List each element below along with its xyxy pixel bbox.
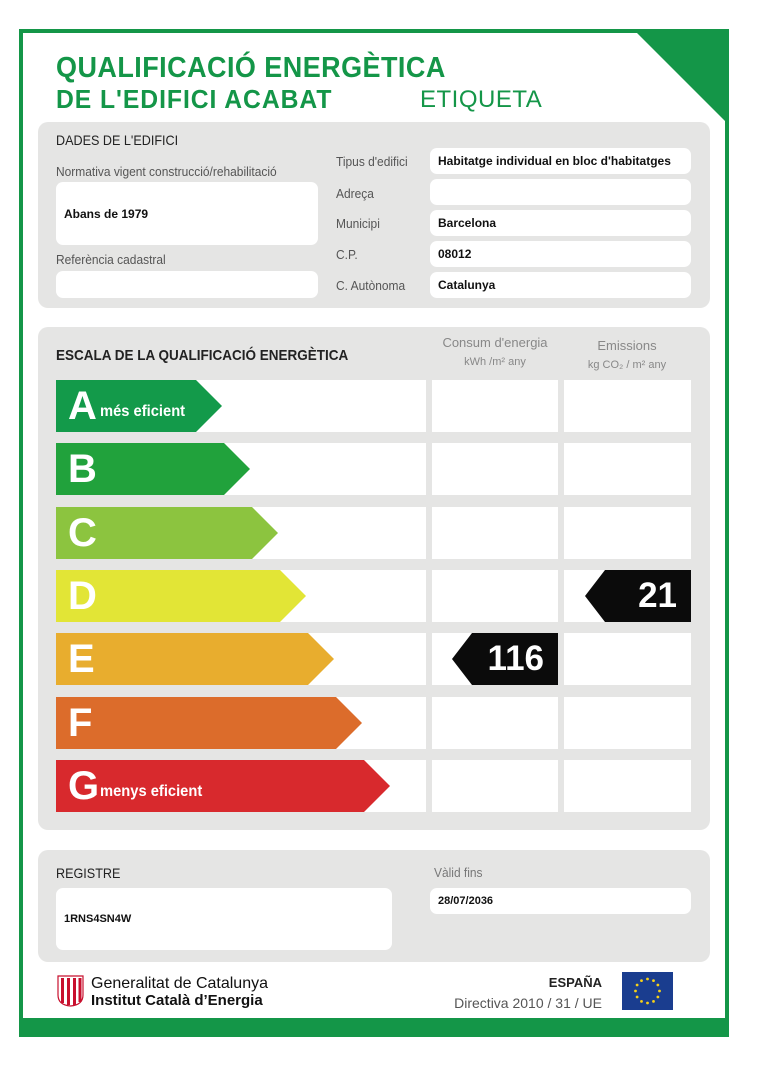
emissions-heading: Emissions bbox=[597, 338, 657, 353]
registry-label: REGISTRE bbox=[56, 865, 121, 881]
consum-cell-b bbox=[432, 443, 558, 495]
grade-arrow-d bbox=[56, 570, 306, 622]
municipi-field: Barcelona bbox=[430, 210, 691, 236]
grade-arrow-f bbox=[56, 697, 362, 749]
municipi-label: Municipi bbox=[336, 216, 380, 231]
consum-rating-tag-value: 116 bbox=[487, 639, 544, 678]
grade-arrow-shape-f bbox=[56, 697, 362, 749]
grade-letter-a: A bbox=[68, 384, 97, 428]
tipus-field: Habitatge individual en bloc d'habitatges bbox=[430, 148, 691, 174]
emissions-cell-g bbox=[564, 760, 691, 812]
emissions-units: kg CO₂ / m² any bbox=[587, 359, 667, 371]
valid-until-label: Vàlid fins bbox=[434, 865, 483, 880]
grade-letter-c: C bbox=[68, 511, 97, 555]
directive-label: Directiva 2010 / 31 / UE bbox=[454, 995, 602, 1011]
registry-field: 1RNS4SN4W bbox=[56, 888, 392, 950]
org-line1: Generalitat de Catalunya bbox=[91, 975, 268, 992]
adreca-label: Adreça bbox=[336, 186, 374, 201]
emissions-cell-c bbox=[564, 507, 691, 559]
consum-units: kWh /m² any bbox=[464, 356, 526, 368]
grade-arrow-c bbox=[56, 507, 278, 559]
tipus-label: Tipus d'edifici bbox=[336, 154, 408, 169]
eu-flag-icon bbox=[622, 972, 673, 1010]
valid-until-field: 28/07/2036 bbox=[430, 888, 691, 914]
grade-letter-f: F bbox=[68, 701, 93, 745]
grade-letter-g: G bbox=[68, 764, 100, 808]
building-data-heading: DADES DE L'EDIFICI bbox=[56, 132, 179, 148]
autonoma-field: Catalunya bbox=[430, 272, 691, 298]
consum-cell-g bbox=[432, 760, 558, 812]
normativa-label: Normativa vigent construcció/rehabilitació bbox=[56, 164, 277, 179]
consum-heading: Consum d'energia bbox=[442, 335, 548, 350]
grade-arrow-a bbox=[56, 380, 222, 432]
grade-letter-e: E bbox=[68, 637, 95, 681]
grade-arrow-e bbox=[56, 633, 334, 685]
org-line2: Institut Català d’Energia bbox=[91, 992, 263, 1009]
referencia-label: Referència cadastral bbox=[56, 252, 166, 267]
consum-cell-f bbox=[432, 697, 558, 749]
grade-arrow-shape-e bbox=[56, 633, 334, 685]
page-subtitle: DE L'EDIFICI ACABAT bbox=[56, 84, 333, 114]
grade-letter-d: D bbox=[68, 574, 97, 618]
rating-scale-heading: ESCALA DE LA QUALIFICACIÓ ENERGÈTICA bbox=[56, 347, 349, 364]
grade-arrow-b bbox=[56, 443, 250, 495]
emissions-rating-tag bbox=[585, 570, 691, 622]
cp-field: 08012 bbox=[430, 241, 691, 267]
grade-arrow-g bbox=[56, 760, 390, 812]
consum-cell-d bbox=[432, 570, 558, 622]
page-title: QUALIFICACIÓ ENERGÈTICA bbox=[56, 52, 446, 84]
referencia-field bbox=[56, 271, 318, 298]
normativa-field: Abans de 1979 bbox=[56, 182, 318, 245]
consum-cell-c bbox=[432, 507, 558, 559]
catalonia-shield-icon bbox=[57, 975, 84, 1007]
adreca-field bbox=[430, 179, 691, 205]
emissions-rating-tag-value: 21 bbox=[638, 576, 677, 615]
consum-cell-a bbox=[432, 380, 558, 432]
cp-label: C.P. bbox=[336, 247, 358, 262]
consum-rating-tag bbox=[452, 633, 558, 685]
emissions-cell-a bbox=[564, 380, 691, 432]
emissions-cell-e bbox=[564, 633, 691, 685]
grade-subtitle-g: menys eficient bbox=[100, 783, 203, 800]
country-label: ESPAÑA bbox=[548, 975, 602, 990]
autonoma-label: C. Autònoma bbox=[336, 278, 406, 293]
label-type: ETIQUETA bbox=[420, 86, 543, 113]
frame-bottom-band bbox=[19, 1018, 729, 1037]
grade-letter-b: B bbox=[68, 447, 97, 491]
emissions-cell-b bbox=[564, 443, 691, 495]
grade-subtitle-a: més eficient bbox=[100, 403, 186, 420]
emissions-cell-f bbox=[564, 697, 691, 749]
corner-triangle bbox=[633, 29, 729, 125]
